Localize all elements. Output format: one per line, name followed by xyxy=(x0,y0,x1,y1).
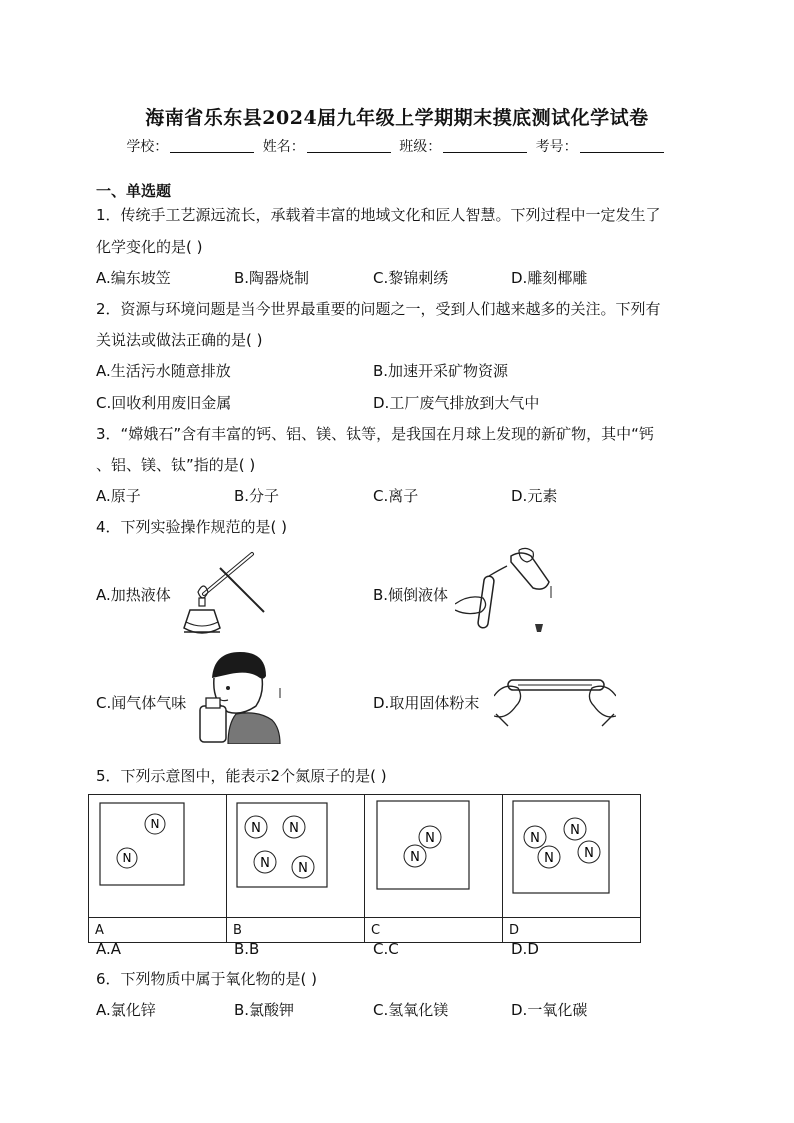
q3-stem-line2: 、铝、镁、钛”指的是( ) xyxy=(96,456,256,474)
q5-stem: 5．下列示意图中，能表示2个氮原子的是( ) xyxy=(96,767,387,785)
svg-text:N: N xyxy=(289,821,299,836)
diagram-d-cell xyxy=(503,795,641,918)
pouring-liquid-illustration xyxy=(455,546,555,638)
q5-option-b[interactable]: B.B xyxy=(234,940,260,958)
q2-stem-line1: 2．资源与环境问题是当今世界最重要的问题之一，受到人们越来越多的关注。下列有 xyxy=(96,300,661,318)
school-label: 学校： xyxy=(126,139,169,155)
q5-option-a[interactable]: A.A xyxy=(96,940,122,958)
student-info-line xyxy=(0,136,794,156)
solid-powder-illustration xyxy=(494,670,616,728)
q2-option-b[interactable]: B.加速开采矿物资源 xyxy=(373,362,509,380)
q4-option-a[interactable]: A.加热液体 xyxy=(96,586,171,604)
name-blank[interactable] xyxy=(307,139,391,153)
diagram-label-d: D xyxy=(503,918,641,943)
q5-option-d[interactable]: D.D xyxy=(511,940,539,958)
name-label: 姓名： xyxy=(262,139,305,155)
nitrogen-atom xyxy=(564,818,586,840)
q3-stem-line1: 3．“嫦娥石”含有丰富的钙、铝、镁、钛等，是我国在月球上发现的新矿物，其中“钙 xyxy=(96,425,654,443)
diagram-b-cell xyxy=(227,795,365,918)
nitrogen-atom xyxy=(524,826,546,848)
q5-option-c[interactable]: C.C xyxy=(373,940,399,958)
diagram-c-cell xyxy=(365,795,503,918)
q6-option-a[interactable]: A.氯化锌 xyxy=(96,1001,156,1019)
smelling-gas-illustration xyxy=(196,648,284,744)
q1-option-c[interactable]: C.黎锦刺绣 xyxy=(373,269,449,287)
q2-option-a[interactable]: A.生活污水随意排放 xyxy=(96,362,231,380)
diagram-label-b: B xyxy=(227,918,365,943)
nitrogen-atom xyxy=(245,816,267,838)
svg-text:N: N xyxy=(260,856,270,871)
q2-stem-line2: 关说法或做法正确的是( ) xyxy=(96,331,263,349)
q3-option-a[interactable]: A.原子 xyxy=(96,487,141,505)
svg-text:N: N xyxy=(584,846,594,861)
q1-stem-line1: 1．传统手工艺源远流长，承载着丰富的地域文化和匠人智慧。下列过程中一定发生了 xyxy=(96,206,661,224)
q1-option-a[interactable]: A.编东坡笠 xyxy=(96,269,171,287)
class-blank[interactable] xyxy=(443,139,527,153)
atom-diagram-table xyxy=(88,794,641,943)
number-label: 考号： xyxy=(535,139,578,155)
svg-text:N: N xyxy=(410,850,420,865)
q4-stem: 4．下列实验操作规范的是( ) xyxy=(96,518,288,536)
svg-text:N: N xyxy=(544,851,554,866)
q6-option-c[interactable]: C.氢氧化镁 xyxy=(373,1001,449,1019)
nitrogen-atom xyxy=(254,851,276,873)
section-heading: 一、单选题 xyxy=(96,182,172,200)
exam-title: 海南省乐东县2024届九年级上学期期末摸底测试化学试卷 xyxy=(145,107,649,129)
q1-stem-line2: 化学变化的是( ) xyxy=(96,238,203,256)
nitrogen-atom xyxy=(578,841,600,863)
q3-option-d[interactable]: D.元素 xyxy=(511,487,558,505)
heating-liquid-illustration xyxy=(176,546,268,638)
svg-text:N: N xyxy=(425,831,435,846)
diagram-d xyxy=(503,795,639,913)
number-blank[interactable] xyxy=(580,139,664,153)
nitrogen-atom xyxy=(404,845,426,867)
q2-option-c[interactable]: C.回收利用废旧金属 xyxy=(96,394,232,412)
q4-option-d[interactable]: D.取用固体粉末 xyxy=(373,694,480,712)
diagram-b xyxy=(227,795,363,913)
q4-option-c[interactable]: C.闻气体气味 xyxy=(96,694,187,712)
nitrogen-atom xyxy=(419,826,441,848)
svg-text:N: N xyxy=(251,821,261,836)
q1-option-b[interactable]: B.陶器烧制 xyxy=(234,269,310,287)
diagram-a-cell xyxy=(89,795,227,918)
q3-option-b[interactable]: B.分子 xyxy=(234,487,280,505)
school-blank[interactable] xyxy=(170,139,254,153)
nitrogen-atom xyxy=(283,816,305,838)
diagram-label-c: C xyxy=(365,918,503,943)
q6-stem: 6．下列物质中属于氧化物的是( ) xyxy=(96,970,318,988)
nitrogen-atom xyxy=(538,846,560,868)
diagram-label-a: A xyxy=(89,918,227,943)
svg-text:N: N xyxy=(530,831,540,846)
nitrogen-atom xyxy=(117,848,137,868)
svg-text:N: N xyxy=(150,817,160,831)
class-label: 班级： xyxy=(399,139,442,155)
q6-option-d[interactable]: D.一氧化碳 xyxy=(511,1001,588,1019)
q6-option-b[interactable]: B.氯酸钾 xyxy=(234,1001,295,1019)
diagram-a xyxy=(89,795,225,913)
svg-text:N: N xyxy=(298,861,308,876)
q4-option-b[interactable]: B.倾倒液体 xyxy=(373,586,449,604)
nitrogen-atom xyxy=(145,814,165,834)
q2-option-d[interactable]: D.工厂废气排放到大气中 xyxy=(373,394,540,412)
diagram-c xyxy=(365,795,501,913)
q3-option-c[interactable]: C.离子 xyxy=(373,487,419,505)
nitrogen-atom xyxy=(292,856,314,878)
q1-option-d[interactable]: D.雕刻椰雕 xyxy=(511,269,588,287)
svg-text:N: N xyxy=(122,851,132,865)
svg-text:N: N xyxy=(570,823,580,838)
